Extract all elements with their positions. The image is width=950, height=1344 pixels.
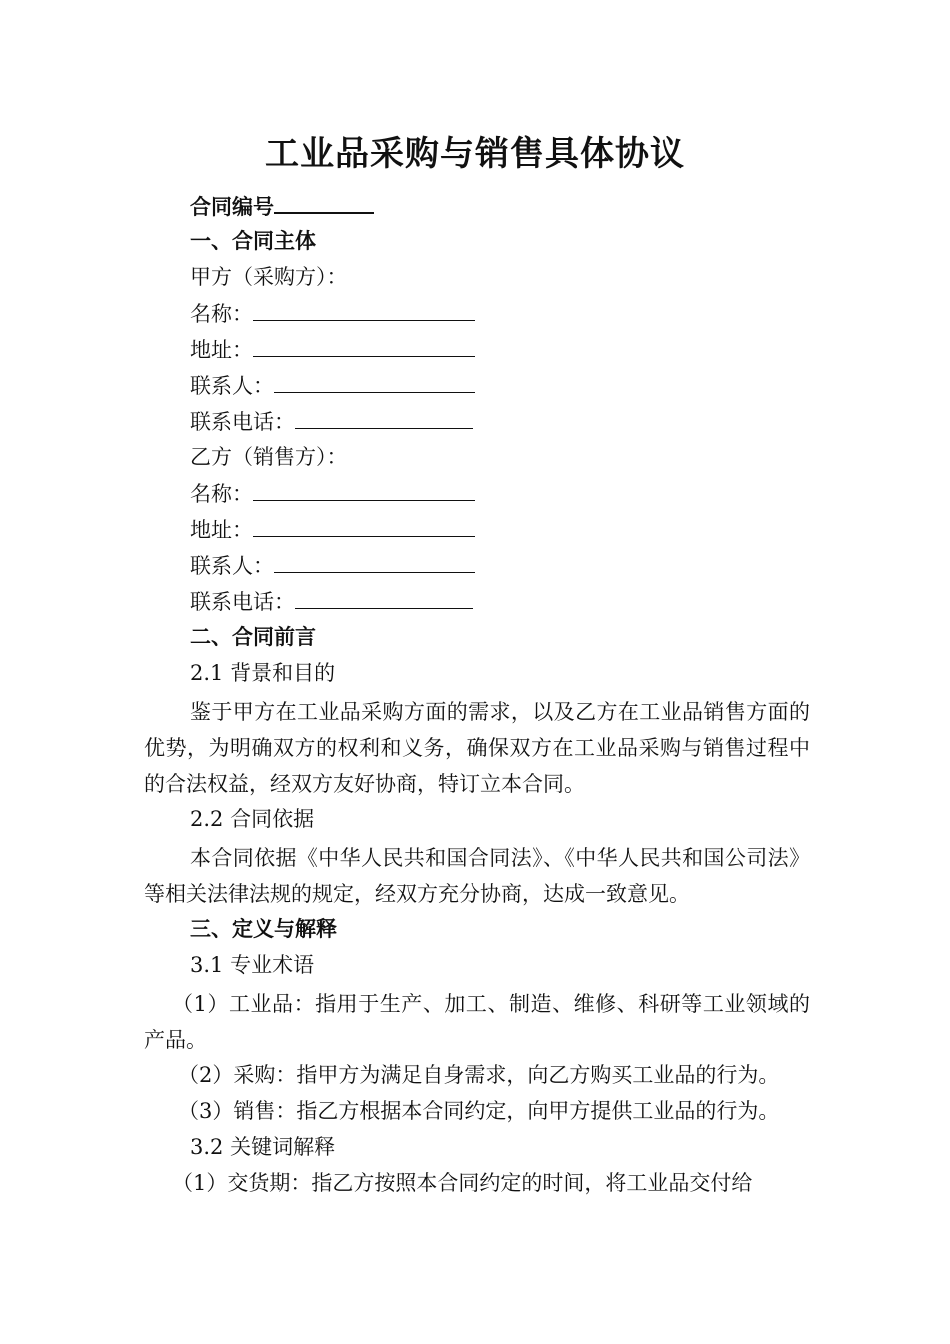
keyword-delivery-period: （1）交货期：指乙方按照本合同约定的时间，将工业品交付给	[172, 1171, 753, 1195]
paragraph-legal-basis: 本合同依据《中华人民共和国合同法》、《中华人民共和国公司法》等相关法律法规的规定，经双方充分协商，达成一致意见。	[144, 846, 810, 906]
field-blank	[274, 550, 475, 573]
subsection-2-2: 2.2 合同依据	[190, 807, 315, 831]
field-label: 名称：	[190, 302, 253, 326]
party-a-contact-line	[190, 370, 475, 400]
field-blank	[274, 370, 475, 393]
party-b-contact-line	[190, 550, 475, 580]
paragraph-background: 鉴于甲方在工业品采购方面的需求，以及乙方在工业品销售方面的优势，为明确双方的权利和义务，确保双方在工业品采购与销售过程中的合法权益，经双方友好协商，特订立本合同。	[144, 700, 810, 796]
field-label: 地址：	[190, 518, 253, 542]
term-purchase: （2）采购：指甲方为满足自身需求，向乙方购买工业品的行为。	[178, 1063, 780, 1087]
party-a-name-line	[190, 298, 475, 328]
party-b-address-line	[190, 514, 475, 544]
field-blank	[253, 514, 475, 537]
term-industrial-goods: （1）工业品：指用于生产、加工、制造、维修、科研等工业领域的产品。	[144, 992, 810, 1052]
subsection-2-1: 2.1 背景和目的	[190, 661, 336, 685]
field-blank	[253, 478, 475, 501]
section-2-heading: 二、合同前言	[190, 625, 316, 649]
term-sale: （3）销售：指乙方根据本合同约定，向甲方提供工业品的行为。	[178, 1099, 780, 1123]
section-3-heading: 三、定义与解释	[190, 917, 337, 941]
party-a-label: 甲方（采购方）：	[190, 265, 348, 289]
contract-number-label: 合同编号	[190, 195, 274, 219]
subsection-3-1: 3.1 专业术语	[190, 953, 315, 977]
contract-number-line	[190, 190, 374, 220]
field-label: 联系电话：	[190, 590, 295, 614]
party-b-name-line	[190, 478, 475, 508]
field-blank	[295, 406, 473, 429]
contract-number-blank	[274, 190, 374, 214]
field-label: 联系人：	[190, 374, 274, 398]
field-blank	[253, 334, 475, 357]
party-b-phone-line	[190, 586, 473, 616]
field-blank	[295, 586, 473, 609]
party-a-phone-line	[190, 406, 473, 436]
field-label: 名称：	[190, 482, 253, 506]
party-a-address-line	[190, 334, 475, 364]
field-label: 联系电话：	[190, 410, 295, 434]
party-b-label: 乙方（销售方）：	[190, 445, 348, 469]
document-title: 工业品采购与销售具体协议	[265, 134, 685, 174]
section-1-heading: 一、合同主体	[190, 229, 316, 253]
field-blank	[253, 298, 475, 321]
subsection-3-2: 3.2 关键词解释	[190, 1135, 336, 1159]
field-label: 地址：	[190, 338, 253, 362]
field-label: 联系人：	[190, 554, 274, 578]
